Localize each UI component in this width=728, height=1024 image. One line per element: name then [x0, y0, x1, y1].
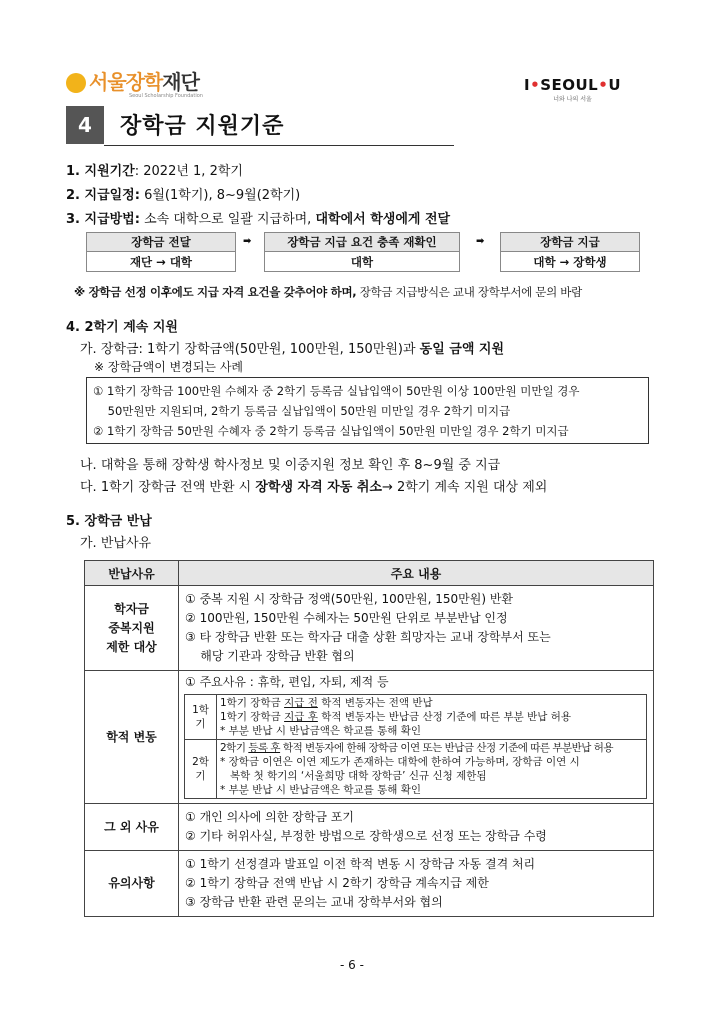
- heading-second-semester: 4. 2학기 계속 지원: [66, 320, 178, 335]
- table-row: [85, 671, 654, 804]
- flow-box-3: 장학금 지급 대학 → 장학생: [500, 232, 640, 272]
- item-period: 1. 지원기간: 2022년 1, 2학기: [66, 164, 243, 179]
- content-cell: ① 1학기 선정결과 발표일 이전 학적 변동 시 장학금 자동 결격 처리 ② 1학기 장학금 전액 반납 시 2학기 장학금 계속지급 제한 ③ 장학금 반환 관련 문의는 교내 장학부서와 협의: [179, 851, 654, 917]
- logo-emblem-icon: [66, 73, 86, 93]
- flow-arrow-icon: ➡: [476, 236, 485, 247]
- category-cell: 학자금 중복지원 제한 대상: [85, 586, 179, 671]
- flow-box-2: 장학금 지급 요건 충족 재확인 대학: [264, 232, 460, 272]
- item-schedule: 2. 지급일정: 6월(1학기), 8~9월(2학기): [66, 188, 301, 203]
- category-cell: 유의사항: [85, 851, 179, 917]
- title-underline: [104, 145, 454, 146]
- section-number: 4: [66, 106, 104, 144]
- s4-da: 다. 1학기 장학금 전액 반환 시 장학생 자격 자동 취소→ 2학기 계속 지원 대상 제외: [80, 480, 548, 495]
- amount-change-box: ① 1학기 장학금 100만원 수혜자 중 2학기 등록금 실납입액이 50만원 이상 100만원 미만일 경우 50만원만 지원되며, 2학기 등록금 실납입액이 50만원 미만일 경우 2학기 미지급 ② 1학기 장학금 50만원 수혜자 중 2학기 등록금 실납입액이 50만원 미만일 경우 2학기 미지급: [86, 377, 649, 444]
- content-cell: ① 개인 의사에 의한 장학금 포기 ② 기타 허위사실, 부정한 방법으로 장학생으로 선정 또는 장학금 수령: [179, 804, 654, 851]
- table-row: [85, 804, 654, 851]
- semester-label: 2학기: [185, 740, 217, 799]
- content-cell: ① 주요사유 : 휴학, 편입, 자퇴, 제적 등 1학기 1학기 장학금 지급 전 학적 변동자는 전액 반납 1학기 장학금 지급 후 학적 변동자는 반납금 산정 기준에 따른 부분 반납 허용 * 부분 반납 시 반납금액은 학교를 통해 확인 2학기 2학기 등록 후 학적 변동자에 한해 장학금 이연 또는 반납금 산정 기준에 따른 부분반납 허용 * 장학금 이연은 이연 제도가 존재하는 대학에 한하여 가능하며, 장학금 이연 시 복학 첫 학기의 ‘서울희망 대학 장학금’ 신규 신청 제한됨 * 부분 반납 시 반납금액은 학교를 통해 확인: [179, 671, 654, 804]
- flow-arrow-icon: ➡: [243, 236, 252, 247]
- table-header-row: [85, 561, 654, 586]
- item-method: 3. 지급방법: 소속 대학으로 일괄 지급하며, 대학에서 학생에게 전달: [66, 212, 451, 227]
- category-cell: 학적 변동: [85, 671, 179, 804]
- table-row: 2학기 2학기 등록 후 학적 변동자에 한해 장학금 이연 또는 반납금 산정 기준에 따른 부분반납 허용 * 장학금 이연은 이연 제도가 존재하는 대학에 한하여 가능하며, 장학금 이연 시 복학 첫 학기의 ‘서울희망 대학 장학금’ 신규 신청 제한됨 * 부분 반납 시 반납금액은 학교를 통해 확인: [185, 740, 647, 799]
- s4-na: 나. 대학을 통해 장학생 학사정보 및 이중지원 정보 확인 후 8~9월 중 지급: [80, 458, 501, 473]
- flow-note: ※ 장학금 선정 이후에도 지급 자격 요건을 갖추어야 하며, 장학금 지급방식은 교내 장학부서에 문의 바람: [74, 285, 582, 299]
- semester-label: 1학기: [185, 695, 217, 740]
- s4-ga: 가. 장학금: 1학기 장학금액(50만원, 100만원, 150만원)과 동일 금액 지원: [80, 342, 505, 357]
- logo-text-b: 재단: [162, 70, 199, 94]
- i-seoul-u-subtitle: 너와 나의 서울: [553, 96, 592, 103]
- table-row: 1학기 1학기 장학금 지급 전 학적 변동자는 전액 반납 1학기 장학금 지급 후 학적 변동자는 반납금 산정 기준에 따른 부분 반납 허용 * 부분 반납 시 반납금액은 학교를 통해 확인: [185, 695, 647, 740]
- table-row: [85, 851, 654, 917]
- section-title: 장학금 지원기준: [120, 114, 285, 139]
- s4-note: ※ 장학금액이 변경되는 사례: [94, 360, 244, 374]
- category-cell: 그 외 사유: [85, 804, 179, 851]
- logo-subtitle: Seoul Scholarship Foundation: [129, 93, 203, 99]
- foundation-logo: [66, 70, 203, 99]
- flow-box-1: 장학금 전달 재단 → 대학: [86, 232, 236, 272]
- i-seoul-u-logo: I•SEOUL•U 너와 나의 서울: [524, 76, 622, 103]
- col-header-reason: 반납사유: [85, 561, 179, 586]
- page-number: - 6 -: [340, 958, 364, 972]
- col-header-content: 주요 내용: [179, 561, 654, 586]
- heading-return: 5. 장학금 반납: [66, 514, 152, 529]
- s5-ga: 가. 반납사유: [80, 536, 152, 551]
- return-reasons-table: [84, 560, 654, 917]
- content-cell: ① 중복 지원 시 장학금 정액(50만원, 100만원, 150만원) 반환 ② 100만원, 150만원 수혜자는 50만원 단위로 부분반납 인정 ③ 타 장학금 반환 또는 학자금 대출 상환 희망자는 교내 장학부서 또는 해당 기관과 장학금 반환 협의: [179, 586, 654, 671]
- logo-text-a: 서울장학: [89, 70, 163, 94]
- semester-subtable: [184, 694, 647, 799]
- table-row: [85, 586, 654, 671]
